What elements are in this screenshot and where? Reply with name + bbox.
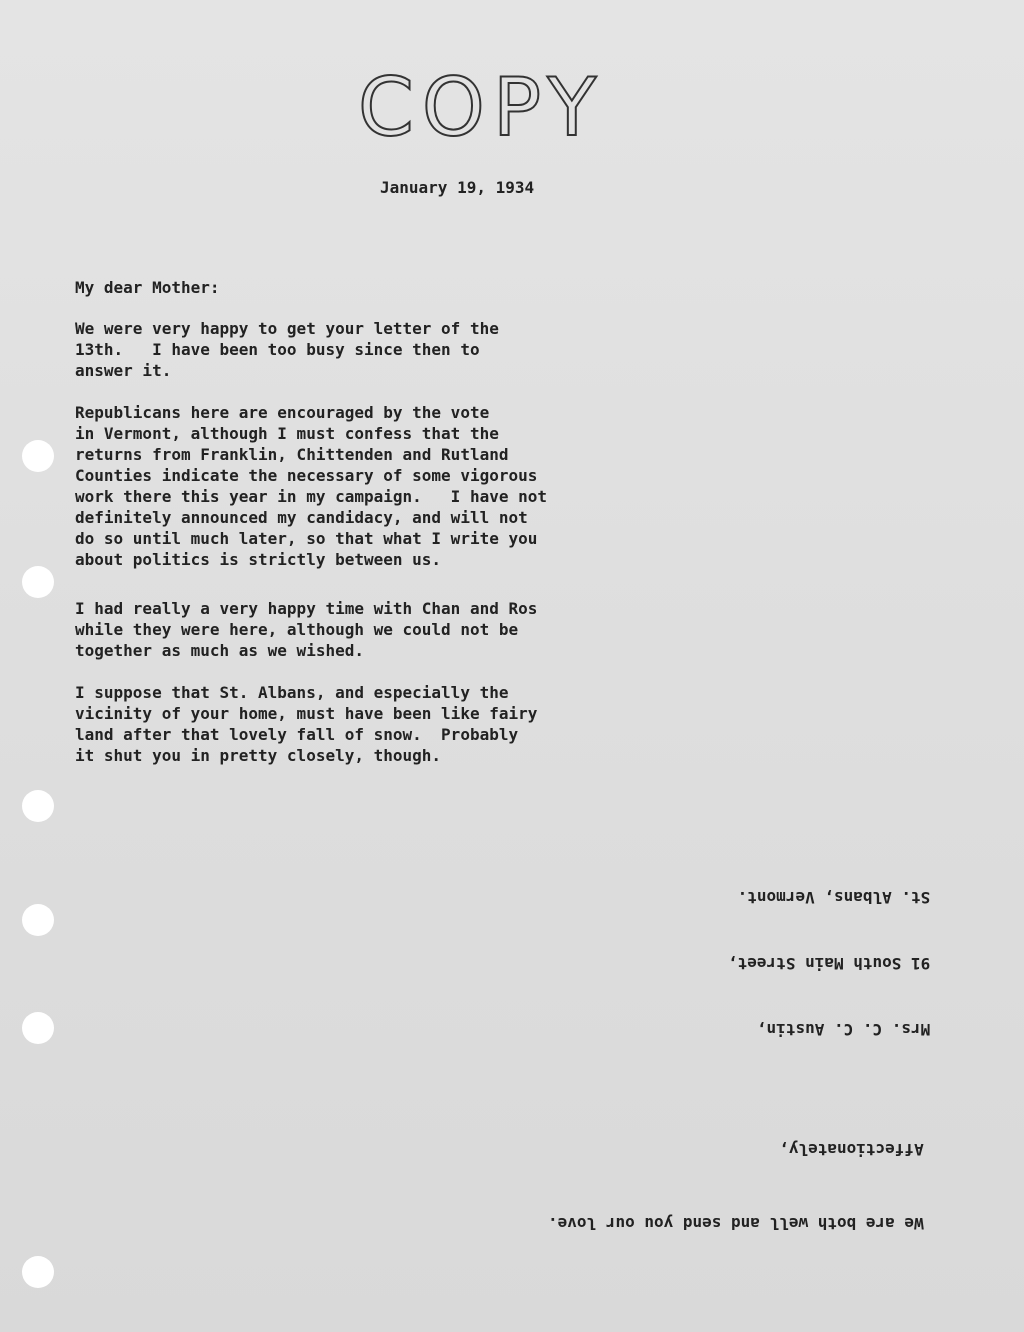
text-line: while they were here, although we could not be	[75, 620, 519, 639]
text-line: answer it.	[75, 361, 172, 380]
text-line: together as much as we wished.	[75, 641, 364, 660]
paragraph-4	[75, 682, 537, 766]
love-line: We are both well and send you our love.	[548, 1214, 924, 1233]
punch-hole	[22, 566, 54, 598]
closing-signoff: Affectionately,	[779, 1140, 924, 1159]
paragraph-1	[75, 318, 499, 381]
address-line: St. Albans, Vermont.	[737, 888, 931, 907]
recipient-address	[728, 842, 930, 1084]
text-line: land after that lovely fall of snow. Probably	[75, 725, 519, 744]
text-line: We were very happy to get your letter of the	[75, 319, 499, 338]
text-line: returns from Franklin, Chittenden and Rutland	[75, 445, 509, 464]
address-line: 91 South Main Street,	[728, 954, 931, 973]
punch-hole	[22, 1256, 54, 1288]
punch-hole	[22, 1012, 54, 1044]
closing-block	[548, 1094, 924, 1278]
text-line: definitely announced my candidacy, and will not	[75, 508, 528, 527]
text-line: 13th. I have been too busy since then to	[75, 340, 480, 359]
text-line: work there this year in my campaign. I have not	[75, 487, 548, 506]
copy-stamp: COPY	[358, 61, 605, 154]
text-line: Counties indicate the necessary of some vigorous	[75, 466, 538, 485]
text-line: it shut you in pretty closely, though.	[75, 746, 442, 765]
salutation: My dear Mother:	[75, 278, 220, 297]
text-line: Republicans here are encouraged by the vote	[75, 403, 490, 422]
letter-date: January 19, 1934	[380, 178, 535, 197]
text-line: I had really a very happy time with Chan and Ros	[75, 599, 538, 618]
text-line: I suppose that St. Albans, and especially the	[75, 683, 509, 702]
paragraph-2	[75, 402, 547, 570]
paragraph-3	[75, 598, 537, 661]
punch-hole	[22, 790, 54, 822]
punch-hole	[22, 440, 54, 472]
address-line: Mrs. C. C. Austin,	[756, 1020, 931, 1039]
text-line: do so until much later, so that what I write you	[75, 529, 538, 548]
text-line: in Vermont, although I must confess that the	[75, 424, 499, 443]
punch-hole	[22, 904, 54, 936]
text-line: vicinity of your home, must have been like fairy	[75, 704, 538, 723]
text-line: about politics is strictly between us.	[75, 550, 442, 569]
